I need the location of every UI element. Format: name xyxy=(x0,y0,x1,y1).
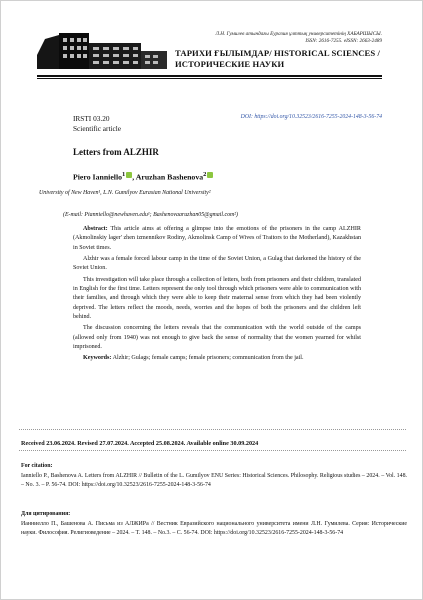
journal-header-info xyxy=(152,31,382,45)
orcid-icon[interactable] xyxy=(207,172,213,178)
authors-line xyxy=(73,171,213,182)
citation-ru-text: Ианниелло П., Башенова А. Письма из АЛЖИРа // Вестник Евразийского национального университета имени Л.Н. Гумилева. Серия: Исторические науки. Философия. Религиоведение – 2024. – Т. 148. – No.3. – С. 56-74. DOI: https://doi.org/10.32523/2616-7255-2024-148-3-56-74 xyxy=(21,521,407,536)
section-title: ТАРИХИ ҒЫЛЫМДАР/ HISTORICAL SCIENCES / ИСТОРИЧЕСКИЕ НАУКИ xyxy=(175,48,381,69)
author-separator: , xyxy=(132,172,136,182)
dotted-divider xyxy=(19,429,406,430)
journal-name: Л.Н. Гумилев атындағы Еуразия ұлттық университетінің ХАБАРШЫСЫ. xyxy=(215,31,382,37)
author-index: 1 xyxy=(122,171,126,178)
abstract-paragraph: Alzhir was a female forced labour camp in the time of the Soviet Union, a Gulag that darkened the history of the Soviet Union. xyxy=(73,256,361,272)
journal-issn: ISSN: 2616-7255. eISSN: 2663-2489 xyxy=(305,38,382,44)
abstract xyxy=(73,225,361,364)
irsti-code: IRSTI 03.20 xyxy=(73,114,110,123)
university-building-logo xyxy=(37,25,167,69)
author-name: Piero Ianniello xyxy=(73,172,123,182)
keywords-label: Keywords: xyxy=(83,355,112,362)
submission-dates: Received 23.06.2024. Revised 27.07.2024. Accepted 25.08.2024. Available online 30.09.2024 xyxy=(21,440,259,447)
abstract-paragraph xyxy=(73,225,361,253)
author-emails: (E-mail: Pianniello@newhaven.edu¹; Bashenovaaruzhan05@gmail.com²) xyxy=(63,212,239,218)
article-meta xyxy=(73,114,121,133)
abstract-paragraph: This investigation will take place through a collection of letters, both from prisoners and their children, translated in English for the first time. Letters represent the only tool through which prisoners were able to communication with their families, and through which they were able to keep their maternal sense from which they had been violently deprived. The letters reflect the moods, needs, worries and the hopes of both the prisoners and the children left behind. xyxy=(73,276,361,321)
author-index: 2 xyxy=(203,171,207,178)
abstract-paragraph: The discussion concerning the letters reveals that the communication with the world outside of the camps (allowed only from 1940) was not enough to give back the sense of normality that the women yearned for whilst imprisoned. xyxy=(73,325,361,351)
keywords-text: Alzhir; Gulags; female camps; female prisoners; communication from the jail. xyxy=(111,355,304,362)
dotted-divider xyxy=(19,450,406,451)
header-rule-thin xyxy=(37,78,382,79)
citation-ru-label: Для цитирования: xyxy=(21,511,71,517)
citation-en-label: For citation: xyxy=(21,463,53,469)
affiliations: University of New Haven¹, L.N. Gumilyov Eurasian National University² xyxy=(39,190,211,196)
abstract-text: This article aims at offering a glimpse into the emotions of the prisoners in the camp ALZHIR (Akmolinskiy lager' zhen izmennikov Rodiny, Akmolinsk Camp of Wives of Traitors to the Motherland), Kazakhstan in Soviet times. xyxy=(73,226,361,251)
article-title: Letters from ALZHIR xyxy=(73,147,159,157)
author-name: Aruzhan Bashenova xyxy=(135,172,204,182)
citation-en-text: Ianniello P., Bashenova A. Letters from ALZHIR // Bulletin of the L. Gumilyov ENU Series: Historical Sciences. Philosophy. Religious studies – 2024. – Vol. 148. – No. 3. – P. 56-74. DOI: https://doi.org/10.32523/2616-7255-2024-148-3-56-74 xyxy=(21,473,407,488)
doi-link[interactable]: DOI: https://doi.org/10.32523/2616-7255-2024-148-3-56-74 xyxy=(240,114,382,120)
header-rule xyxy=(37,75,382,77)
article-type: Scientific article xyxy=(73,123,122,133)
abstract-label: Abstract: xyxy=(83,226,108,232)
keywords-paragraph xyxy=(73,354,361,363)
